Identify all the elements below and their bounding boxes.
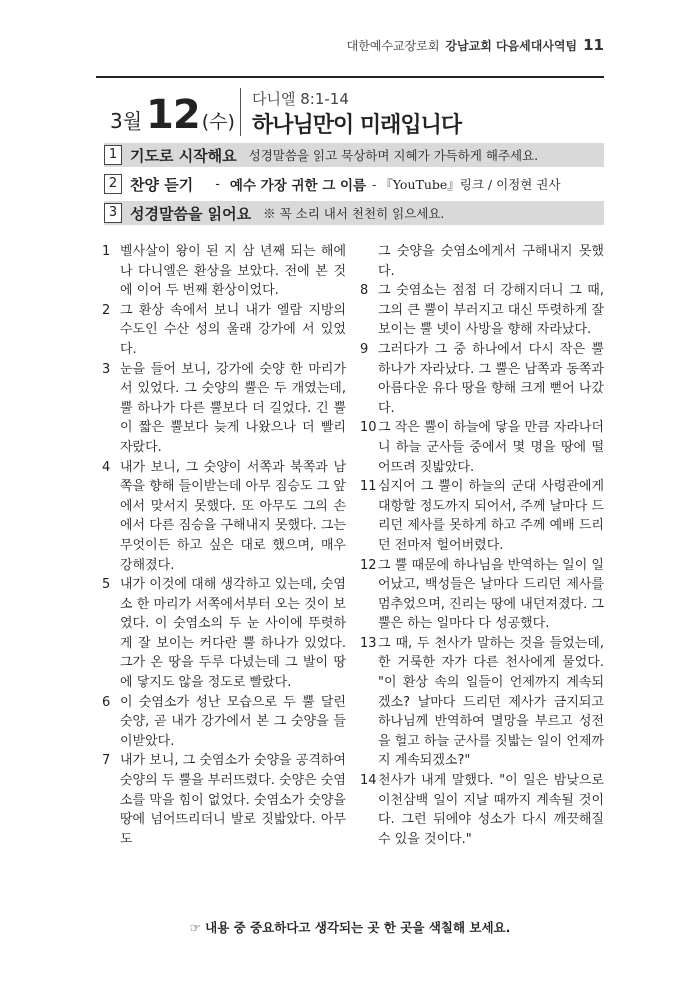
step-read — [104, 201, 604, 225]
verse — [102, 360, 346, 458]
verse-text: 그러다가 그 중 하나에서 다시 작은 뿔 하나가 자라났다. 그 뿔은 남쪽과 동쪽과 아름다운 유다 땅을 향해 크게 뻗어 나갔다. — [378, 341, 604, 416]
step-number: 3 — [104, 203, 122, 223]
verse-column-left — [102, 242, 346, 849]
scripture-reference: 다니엘 8:1-14 — [252, 90, 349, 108]
verse-number: 8 — [360, 283, 369, 299]
page-header — [347, 36, 604, 54]
verse-text: 그 숫양을 숫염소에게서 구해내지 못했다. — [378, 244, 604, 279]
verse — [360, 477, 604, 555]
verse-column-right — [360, 242, 604, 849]
verse-text: 내가 보니, 그 숫양이 서쪽과 북쪽과 남쪽을 향해 들이받는데 아무 짐승도 그 앞에서 맞서지 못했다. 또 아무도 그의 손에서 다른 짐승을 구해내지 못했다. 그는 무엇이든 하고 싶은 대로 했으며, 매우 강해졌다. — [120, 459, 346, 573]
page-title: 하나님만이 미래입니다 — [252, 113, 462, 138]
verse-text: 내가 보니, 그 숫염소가 숫양을 공격하여 숫양의 두 뿔을 부러뜨렸다. 숫양은 숫염소를 막을 힘이 없었다. 숫염소가 숫양을 땅에 넘어뜨리더니 발로 짓밟았다. 아무도 — [120, 753, 346, 847]
verse — [102, 751, 346, 849]
verse-text: 천사가 내게 말했다. "이 일은 밤낮으로 이천삼백 일이 지날 때까지 계속될 것이다. 그런 뒤에야 성소가 다시 깨끗해질 수 있을 것이다." — [378, 773, 604, 847]
date-weekday: (수) — [201, 111, 235, 133]
verse — [360, 281, 604, 340]
verse-number: 2 — [102, 302, 111, 318]
verse-number: 5 — [102, 577, 111, 593]
verse-text: 심지어 그 뿔이 하늘의 군대 사령관에게 대항할 정도까지 되어서, 주께 날마다 드리던 제사를 못하게 하고 주께 예배 드리던 전마저 헐어버렸다. — [378, 479, 604, 553]
step-label: 기도로 시작해요 — [130, 146, 237, 165]
org-name: 대한예수교장로회 — [346, 39, 440, 53]
verse-number: 14 — [360, 773, 377, 789]
step-dash: - — [215, 176, 220, 192]
verse — [102, 242, 346, 301]
verse-number: 1 — [102, 244, 111, 259]
step-prayer — [104, 143, 604, 167]
verse-text: 그 작은 뿔이 하늘에 닿을 만큼 자라나더니 하늘 군사들 중에서 몇 명을 땅에 떨어뜨려 짓밟았다. — [378, 420, 604, 475]
verse-number: 6 — [102, 694, 111, 710]
footer-note: ☞ 내용 중 중요하다고 생각되는 곳 한 곳을 색칠해 보세요. — [189, 920, 511, 935]
verse — [102, 693, 346, 752]
verse — [360, 418, 604, 477]
step-number: 1 — [104, 145, 122, 165]
page-number: 11 — [583, 36, 604, 54]
verse-text: 눈을 들어 보니, 강가에 숫양 한 마리가 서 있었다. 그 숫양의 뿔은 두 개였는데, 뿔 하나가 다른 뿔보다 더 길었다. 긴 뿔이 짧은 뿔보다 늦게 나왔으나 더 빨리 자랐다. — [120, 361, 346, 455]
verse-number: 13 — [360, 635, 377, 651]
verse — [360, 634, 604, 771]
date-month: 3월 — [110, 109, 143, 133]
verse — [102, 575, 346, 693]
verse — [360, 242, 604, 281]
song-link-text[interactable]: - 『YouTube』링크 / 이정현 권사 — [372, 177, 561, 192]
verse-number: 12 — [360, 557, 377, 573]
step-text: 성경말씀을 읽고 묵상하며 지혜가 가득하게 해주세요. — [248, 148, 539, 163]
verse-number: 4 — [102, 459, 111, 475]
header-rule — [96, 76, 604, 78]
verse-number: 3 — [102, 361, 111, 377]
verse-number: 11 — [360, 479, 377, 495]
verse — [102, 458, 346, 576]
verse-number: 7 — [102, 753, 111, 769]
step-praise — [104, 172, 604, 196]
verse-text: 그 뿔 때문에 하나님을 반역하는 일이 일어났고, 백성들은 날마다 드리던 제사를 멈추었으며, 진리는 땅에 내던져졌다. 그 뿔은 하는 일마다 다 성공했다. — [378, 557, 604, 632]
date-day: 12 — [146, 92, 200, 138]
verse-text: 그 환상 속에서 보니 내가 엘람 지방의 수도인 수산 성의 울래 강가에 서 있었다. — [120, 302, 346, 357]
verse-number: 9 — [360, 341, 369, 357]
church-name: 강남교회 다음세대사역팀 — [445, 39, 578, 53]
verse-number: 10 — [360, 420, 377, 436]
verse — [360, 556, 604, 634]
verse — [360, 771, 604, 849]
verse — [102, 301, 346, 360]
verse-text: 이 숫염소가 성난 모습으로 두 뿔 달린 숫양, 곧 내가 강가에서 본 그 숫양을 들이받았다. — [120, 694, 346, 749]
title-divider — [240, 88, 241, 136]
verse-text: 벨사살이 왕이 된 지 삼 년째 되는 해에 나 다니엘은 환상을 보았다. 전에 본 것에 이어 두 번째 환상이었다. — [120, 244, 346, 299]
verse-text: 그 때, 두 천사가 말하는 것을 들었는데, 한 거룩한 자가 다른 천사에게 물었다. "이 환상 속의 일들이 언제까지 계속되겠소? 날마다 드리던 제사가 금지되고 하나님께 반역하여 멸망을 부르고 성전을 헐고 하늘 군사를 짓밟는 일이 언제까지 계속되겠소?" — [378, 635, 604, 769]
date-block — [110, 92, 235, 138]
step-text: ※ 꼭 소리 내서 천천히 읽으세요. — [263, 206, 445, 221]
verse-text: 그 숫염소는 점점 더 강해지더니 그 때, 그의 큰 뿔이 부러지고 대신 뚜렷하게 잘 보이는 뿔 넷이 사방을 향해 자라났다. — [378, 283, 604, 338]
song-title: 예수 가장 귀한 그 이름 — [229, 178, 367, 194]
step-label: 성경말씀을 읽어요 — [130, 204, 252, 223]
verse — [360, 340, 604, 418]
step-number: 2 — [104, 174, 122, 194]
verse-text: 내가 이것에 대해 생각하고 있는데, 숫염소 한 마리가 서쪽에서부터 오는 것이 보였다. 이 숫염소의 두 눈 사이에 뚜렷하게 잘 보이는 커다란 뿔 하나가 있었다. 그가 온 땅을 두루 다녔는데 그 발이 땅에 닿지도 않을 정도로 빨랐다. — [120, 577, 346, 691]
step-label: 찬양 듣기 — [130, 175, 194, 194]
